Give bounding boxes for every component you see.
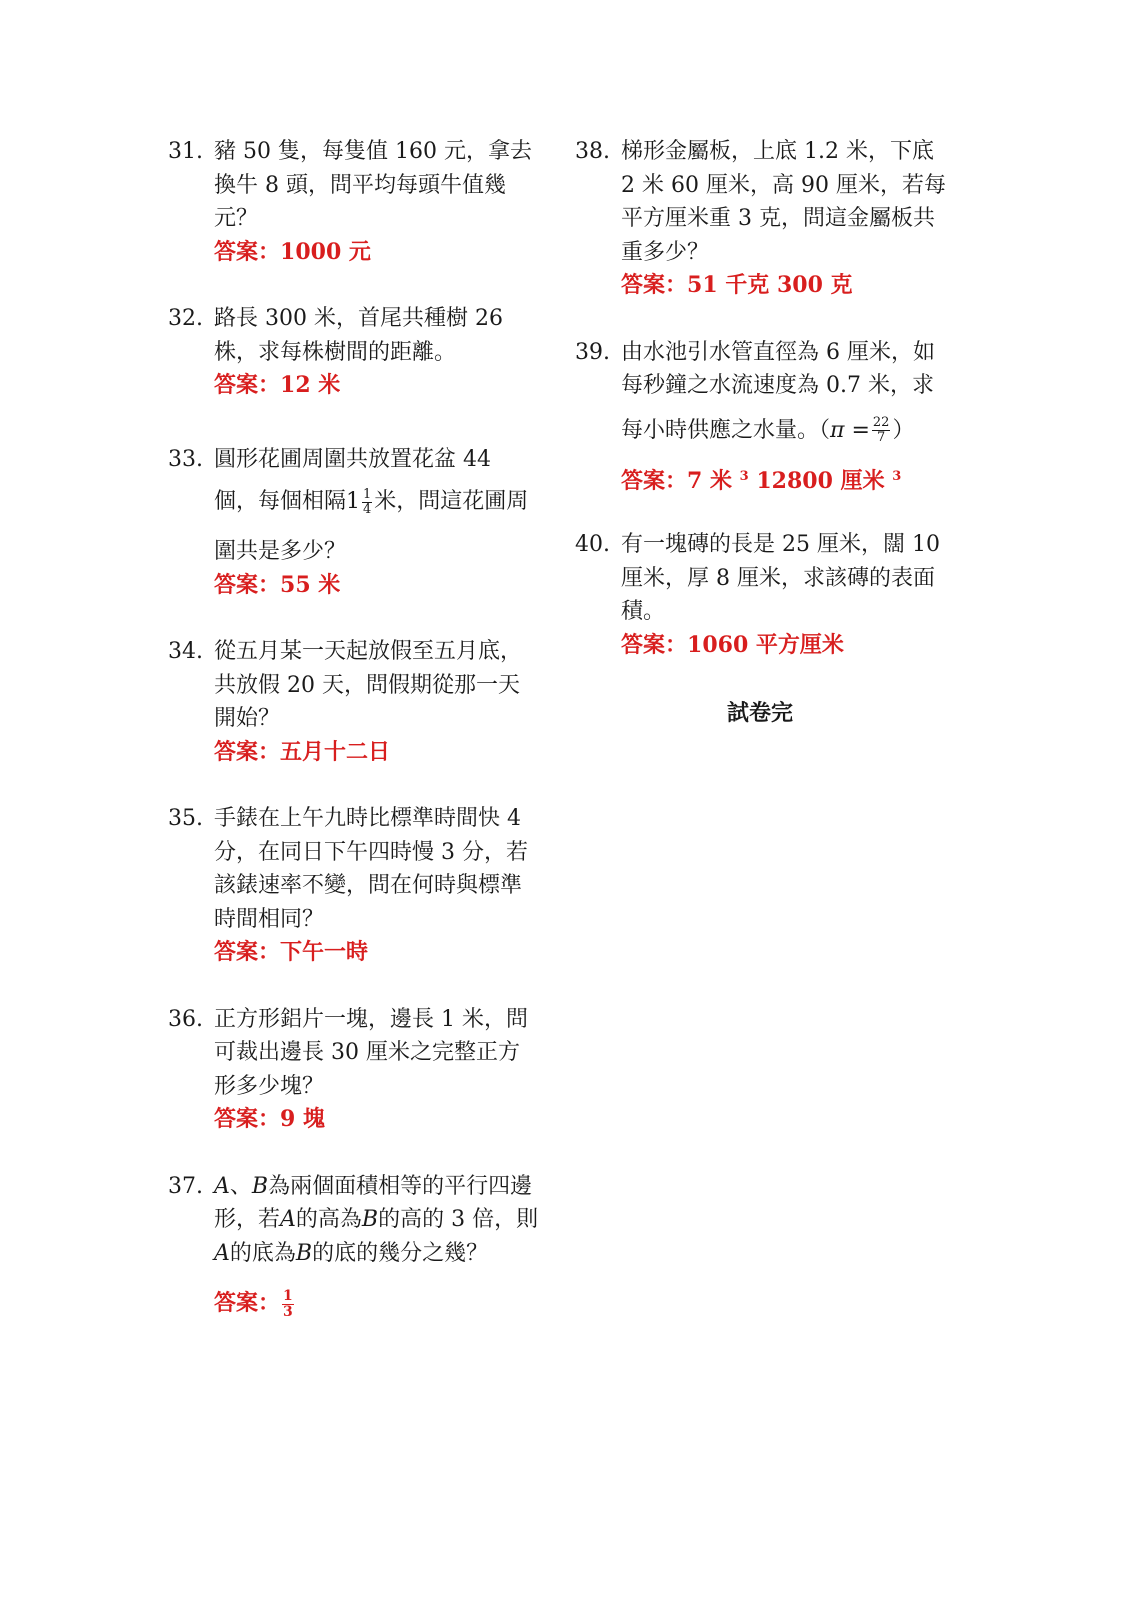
- question-number: 35.: [168, 806, 203, 831]
- answer-label: 答案：: [214, 1106, 281, 1132]
- question-number: 32.: [168, 306, 203, 331]
- question-39: [575, 336, 945, 499]
- question-text: [214, 1237, 538, 1271]
- question-text: 換牛 8 頭，問平均每頭牛值幾: [214, 172, 506, 198]
- question-text: 積。: [621, 599, 666, 624]
- question-number: 31.: [168, 139, 203, 164]
- text-segment: 每小時供應之水量。（: [621, 417, 831, 443]
- variable-a: A: [280, 1207, 296, 1232]
- superscript: 3: [892, 468, 902, 484]
- answer-label: 答案：: [214, 372, 281, 398]
- answer: [214, 369, 538, 403]
- answer-value: 下午一時: [280, 939, 369, 965]
- answer-label: 答案：: [621, 631, 688, 658]
- answer: [214, 236, 538, 270]
- question-37: [168, 1170, 538, 1330]
- text-segment: ）: [892, 417, 915, 443]
- answer-value: 1060 平方厘米: [687, 631, 844, 658]
- answer: [621, 629, 945, 663]
- fraction-denominator: 4: [363, 501, 372, 517]
- question-32: [168, 302, 538, 403]
- question-text: 路長 300 米，首尾共種樹 26: [214, 306, 503, 331]
- variable-b: B: [295, 1240, 313, 1266]
- answer-value: 51 千克 300 克: [687, 272, 853, 298]
- text-segment: 為兩個面積相等的平行四邊: [268, 1173, 533, 1199]
- question-text: 有一塊磚的長是 25 厘米，闊 10: [621, 532, 940, 557]
- answer: [214, 936, 538, 970]
- question-34: [168, 635, 538, 769]
- question-number: 37.: [168, 1173, 203, 1199]
- question-text: 該錶速率不變，問在何時與標準: [214, 873, 523, 898]
- question-text: [214, 1170, 538, 1204]
- question-text: 元？: [214, 206, 259, 231]
- question-text: 從五月某一天起放假至五月底，: [214, 639, 523, 664]
- question-text: [621, 405, 945, 456]
- question-text: 豬 50 隻，每隻值 160 元，拿去: [214, 139, 532, 164]
- question-text: 可裁出邊長 30 厘米之完整正方: [214, 1040, 520, 1065]
- variable-a: A: [214, 1173, 230, 1199]
- answer-fraction: [282, 1289, 294, 1320]
- question-text: 2 米 60 厘米，高 90 厘米，若每: [621, 172, 946, 198]
- answer: [214, 1103, 538, 1137]
- fraction-numerator: 1: [363, 486, 372, 502]
- question-text: 共放假 20 天，問假期從那一天: [214, 672, 520, 698]
- question-text: 開始？: [214, 706, 281, 731]
- answer-label: 答案：: [214, 238, 281, 265]
- text-segment: 的底的幾分之幾？: [312, 1240, 489, 1266]
- question-text: 分，在同日下午四時慢 3 分，若: [214, 839, 528, 865]
- question-38: [575, 135, 945, 303]
- answer: [214, 736, 538, 770]
- answer-value: 9 塊: [280, 1106, 325, 1132]
- answer: [621, 269, 945, 303]
- question-number: 33.: [168, 446, 203, 472]
- question-number: 36.: [168, 1006, 203, 1032]
- text-segment: 個，每個相隔1: [214, 489, 360, 514]
- question-text: 正方形鋁片一塊，邊長 1 米，問: [214, 1006, 528, 1032]
- text-segment: 的高為: [295, 1207, 362, 1232]
- end-of-paper: 試卷完: [726, 700, 793, 726]
- pi-fraction: [872, 416, 891, 445]
- answer: [214, 569, 538, 603]
- question-text: 株，求每株樹間的距離。: [214, 339, 457, 365]
- fraction-numerator: 22: [872, 415, 890, 430]
- answer-value: 55 米: [280, 571, 341, 598]
- superscript: 3: [739, 468, 749, 484]
- question-number: 34.: [168, 639, 203, 664]
- answer-label: 答案：: [214, 738, 281, 765]
- question-text: 平方厘米重 3 克，問這金屬板共: [621, 206, 935, 231]
- question-31: [168, 135, 538, 269]
- question-text: 厘米，厚 8 厘米，求該磚的表面: [621, 565, 935, 591]
- variable-b: B: [251, 1173, 269, 1199]
- variable-a: A: [214, 1240, 230, 1266]
- right-column: [575, 135, 945, 727]
- question-text: [214, 1203, 538, 1237]
- text-segment: 、: [229, 1173, 252, 1199]
- question-36: [168, 1003, 538, 1137]
- question-33: [168, 443, 538, 603]
- question-text: 由水池引水管直徑為 6 厘米，如: [621, 339, 935, 365]
- text-segment: 形，若: [214, 1207, 281, 1232]
- question-number: 38.: [575, 139, 610, 164]
- answer-value: 1000 元: [280, 238, 371, 265]
- question-40: [575, 528, 945, 662]
- fraction-denominator: 7: [877, 430, 886, 445]
- mixed-fraction: [362, 488, 372, 517]
- answer-label: 答案：: [621, 467, 688, 494]
- question-number: 40.: [575, 532, 610, 557]
- left-column: [168, 135, 538, 1329]
- answer-label: 答案：: [214, 571, 281, 598]
- question-text: 手錶在上午九時比標準時間快 4: [214, 806, 521, 831]
- text-segment: 的高的 3 倍，則: [378, 1207, 539, 1232]
- fraction-numerator: 1: [283, 1287, 293, 1304]
- pi-equation: π =: [830, 417, 870, 443]
- question-text: 梯形金屬板，上底 1.2 米，下底: [621, 139, 934, 164]
- question-text: 重多少？: [621, 239, 710, 265]
- question-text: [214, 476, 538, 527]
- question-text: 圍共是多少？: [214, 539, 347, 564]
- answer-label: 答案：: [214, 939, 281, 965]
- answer-value: 12 米: [280, 372, 341, 398]
- question-35: [168, 802, 538, 970]
- text-segment: 的底為: [229, 1240, 296, 1266]
- answer-value: 7 米: [687, 467, 732, 494]
- answer-label: 答案：: [214, 1290, 281, 1316]
- answer-value: 12800 厘米: [756, 467, 885, 494]
- variable-b: B: [361, 1207, 379, 1232]
- question-text: 形多少塊？: [214, 1073, 325, 1099]
- answer: [621, 460, 945, 499]
- question-number: 39.: [575, 339, 610, 365]
- fraction-denominator: 3: [283, 1303, 293, 1320]
- answer-value: 五月十二日: [280, 738, 391, 765]
- question-text: 時間相同？: [214, 906, 325, 932]
- answer-label: 答案：: [621, 272, 688, 298]
- answer: [214, 1278, 538, 1329]
- question-text: 圓形花圃周圍共放置花盆 44: [214, 446, 491, 472]
- text-segment: 米，問這花圃周: [374, 489, 529, 514]
- question-text: 每秒鐘之水流速度為 0.7 米，求: [621, 373, 934, 398]
